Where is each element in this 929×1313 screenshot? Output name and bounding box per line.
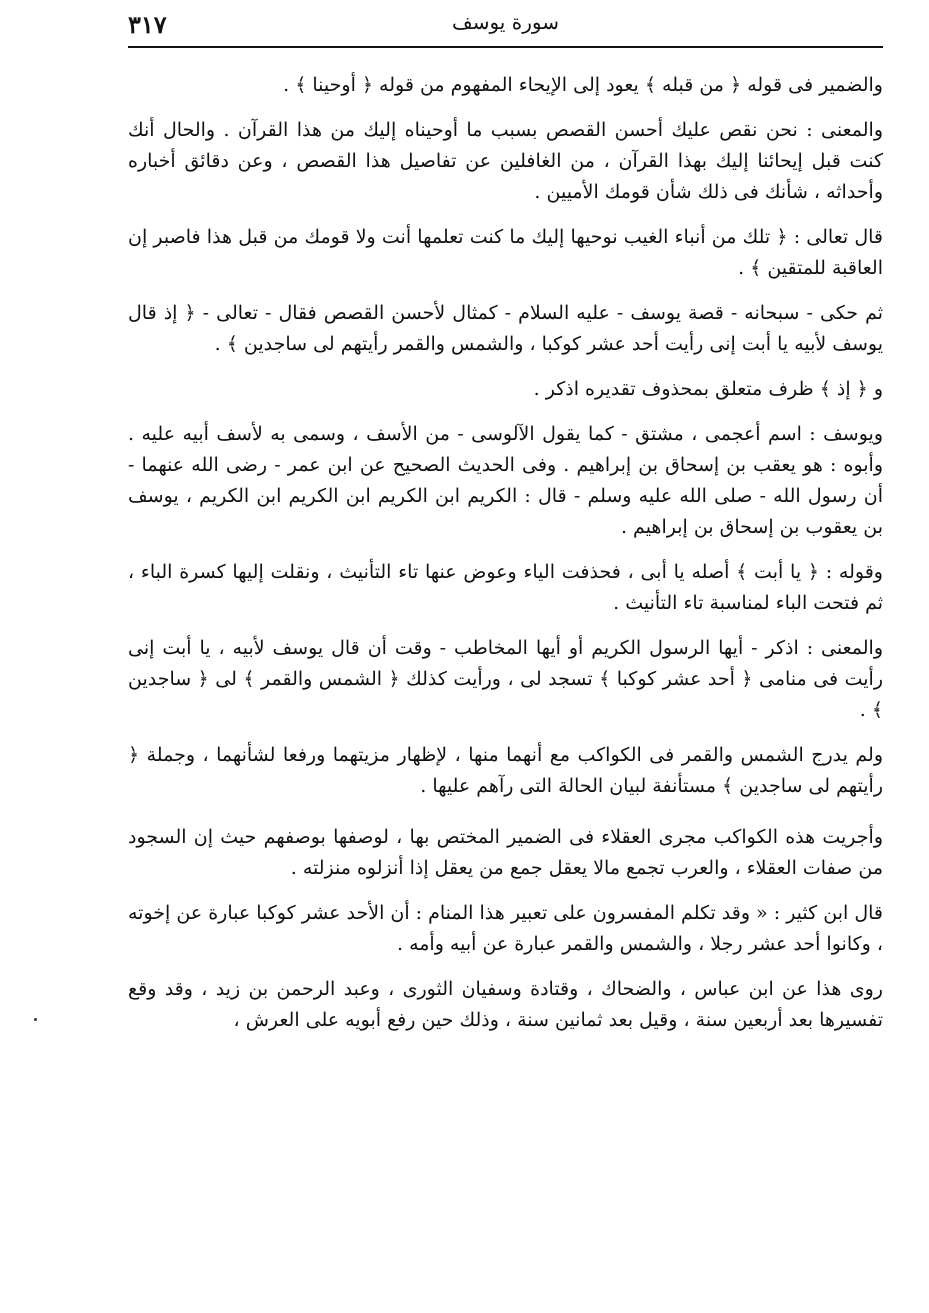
paragraph: قال تعالى : ﴿ تلك من أنباء الغيب نوحيها إليك ما كنت تعلمها أنت ولا قومك من قبل هذا فاصبر إن العاقبة للمتقين ﴾ .	[128, 226, 883, 279]
paragraph: والمعنى : اذكر - أيها الرسول الكريم أو أيها المخاطب - وقت أن قال يوسف لأبيه ، يا أبت إنى رأيت فى منامى ﴿ أحد عشر كوكبا ﴾ تسجد لى ، ورأيت كذلك ﴿ الشمس والقمر ﴾ لى ﴿ ساجدين ﴾ .	[128, 637, 883, 721]
paragraph: قال ابن كثير : « وقد تكلم المفسرون على تعبير هذا المنام : أن الأحد عشر كوكبا عبارة عن إخوته ، وكانوا أحد عشر رجلا ، والشمس والقمر عبارة عن أبيه وأمه .	[128, 902, 883, 955]
paragraph: والضمير فى قوله ﴿ من قبله ﴾ يعود إلى الإيحاء المفهوم من قوله ﴿ أوحينا ﴾ .	[283, 74, 883, 96]
paragraph: وقوله : ﴿ يا أبت ﴾ أصله يا أبى ، فحذفت الياء وعوض عنها تاء التأنيث ، ونقلت إليها كسرة الباء ، ثم فتحت الباء لمناسبة تاء التأنيث .	[128, 561, 883, 614]
paragraph: روى هذا عن ابن عباس ، والضحاك ، وقتادة وسفيان الثورى ، وعبد الرحمن بن زيد ، وقد وقع تفسيرها بعد أربعين سنة ، وقيل بعد ثمانين سنة ، وذلك حين رفع أبويه على العرش ،	[128, 978, 883, 1031]
paragraph: و ﴿ إذ ﴾ ظرف متعلق بمحذوف تقديره اذكر .	[533, 378, 883, 400]
paragraph: ولم يدرج الشمس والقمر فى الكواكب مع أنهما منها ، لإظهار مزيتهما ورفعا لشأنهما ، وجملة ﴿ رأيتهم لى ساجدين ﴾ مستأنفة لبيان الحالة التى رآهم عليها .	[128, 744, 883, 797]
scan-speck	[34, 1018, 37, 1021]
paragraph: ويوسف : اسم أعجمى ، مشتق - كما يقول الآلوسى - من الأسف ، وسمى به لأسف أبيه عليه . وأبوه : هو يعقب بن إسحاق بن إبراهيم . وفى الحديث الصحيح عن ابن عمر - رضى الله عنهما - أن رسول الله - صلى الله عليه وسلم - قال : الكريم ابن الكريم ابن الكريم ابن الكريم ، يوسف بن يعقوب بن إسحاق بن إبراهيم .	[128, 423, 883, 538]
running-title: سورة يوسف	[452, 10, 559, 34]
page-body	[128, 70, 883, 1050]
page-header	[128, 6, 883, 48]
paragraph: ثم حكى - سبحانه - قصة يوسف - عليه السلام - كمثال لأحسن القصص فقال - تعالى - ﴿ إذ قال يوسف لأبيه يا أبت إنى رأيت أحد عشر كوكبا ، والشمس والقمر رأيتهم لى ساجدين ﴾ .	[128, 302, 883, 355]
paragraph: وأجريت هذه الكواكب مجرى العقلاء فى الضمير المختص بها ، لوصفها بوصفهم حيث إن السجود من صفات العقلاء ، والعرب تجمع مالا يعقل جمع من يعقل إذا أنزلوه منزلته .	[128, 826, 883, 879]
page-number: ٣١٧	[128, 10, 167, 39]
paragraph: والمعنى : نحن نقص عليك أحسن القصص بسبب ما أوحيناه إليك من هذا القرآن . والحال أنك كنت قبل إيحائنا إليك بهذا القرآن ، من الغافلين عن تفاصيل هذا القصص ، وعن دقائق أخباره وأحداثه ، شأنك فى ذلك شأن قومك الأميين .	[128, 119, 883, 203]
